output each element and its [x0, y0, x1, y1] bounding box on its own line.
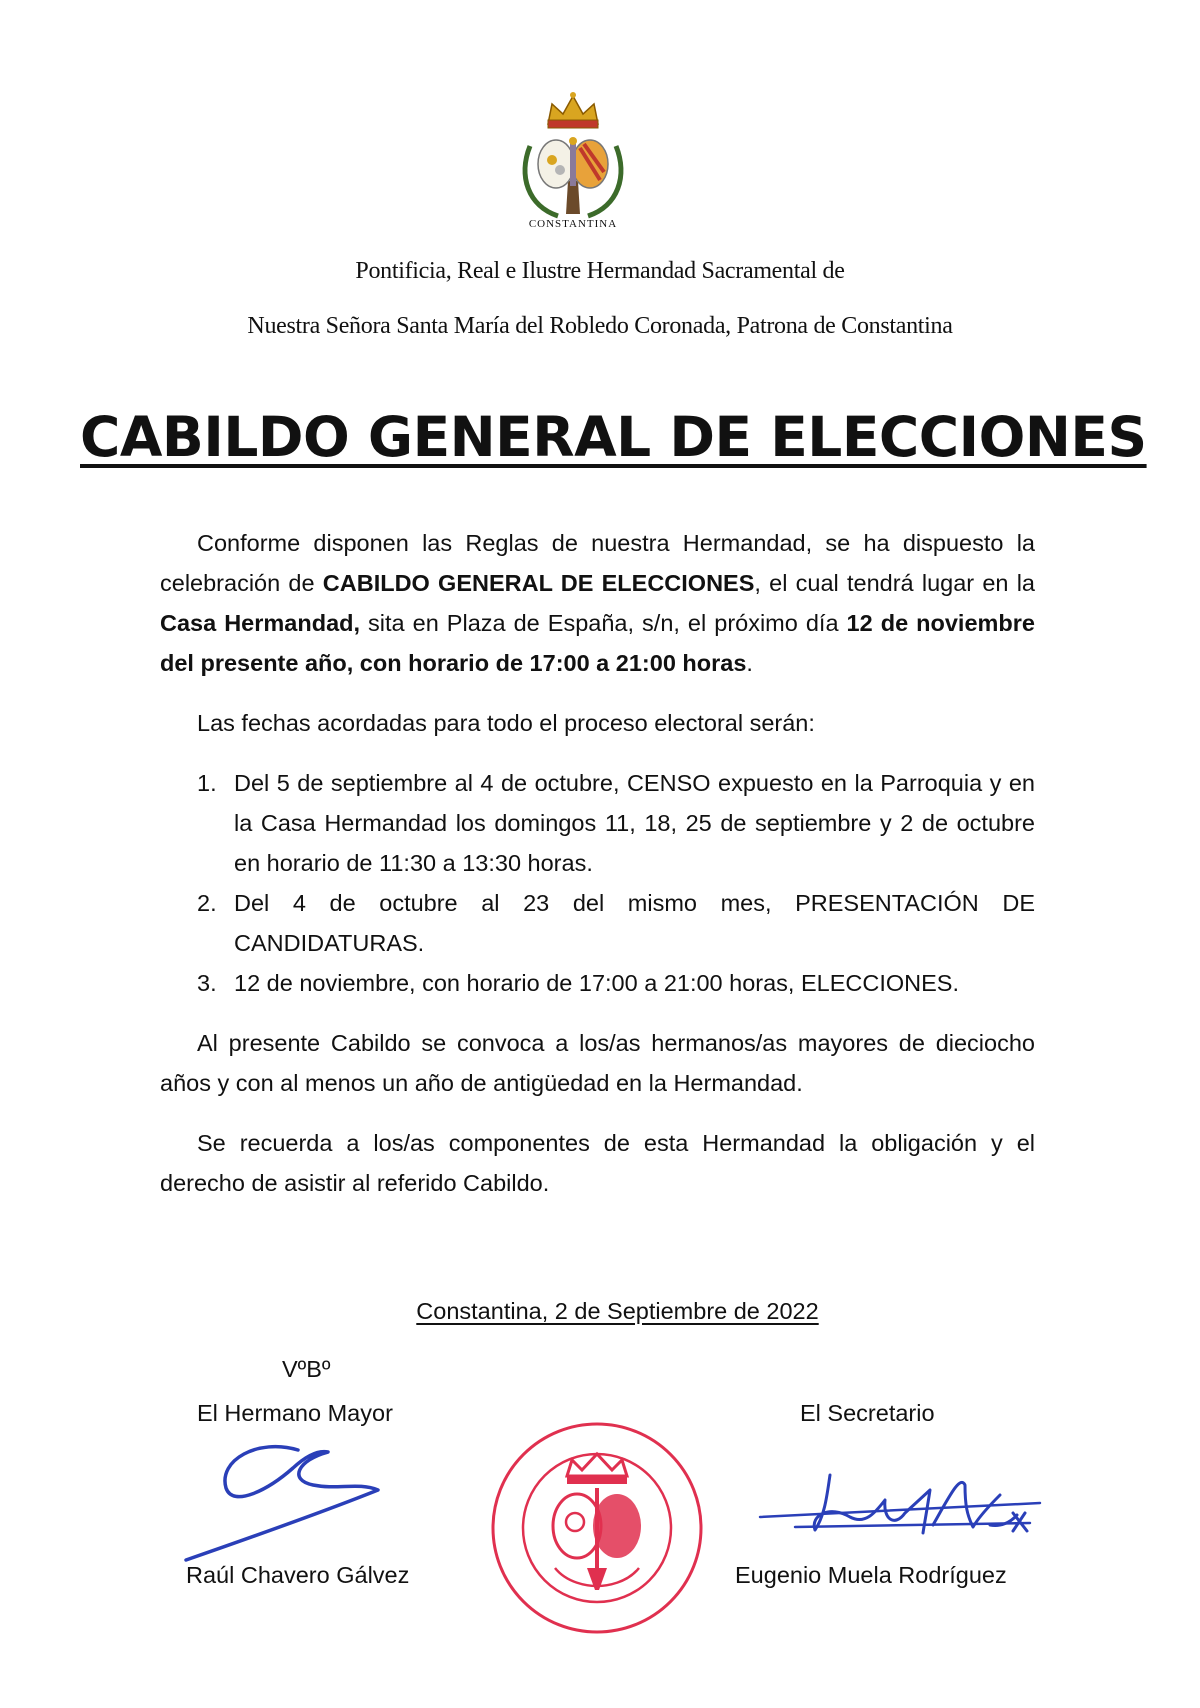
organization-name-line-1: Pontificia, Real e Ilustre Hermandad Sacramental de: [355, 258, 845, 284]
list-item-number: 3.: [197, 970, 217, 996]
list-item-number: 2.: [197, 890, 217, 916]
intro-text-3: sita en Plaza de España, s/n, el próximo día: [360, 610, 847, 636]
intro-bold-date: 12 de noviembre del presente año, con horario de 17:00 a 21:00 horas: [160, 610, 1035, 676]
secretario-name: Eugenio Muela Rodríguez: [735, 1562, 1007, 1588]
dates-intro-paragraph: Las fechas acordadas para todo el proceso electoral serán:: [197, 710, 815, 736]
list-item-text: Del 5 de septiembre al 4 de octubre, CENSO expuesto en la Parroquia y en la Casa Hermandad los domingos 11, 18, 25 de septiembre y 2 de octubre en horario de 11:30 a 13:30 horas.: [234, 770, 1035, 876]
hermandad-seal-stamp: [487, 1418, 707, 1638]
convocation-paragraph: Al presente Cabildo se convoca a los/as hermanos/as mayores de dieciocho años y con al menos un año de antigüedad en la Hermandad.: [160, 1030, 1035, 1096]
secretario-role: El Secretario: [800, 1400, 935, 1426]
organization-name-line-2: Nuestra Señora Santa María del Robledo Coronada, Patrona de Constantina: [247, 313, 953, 339]
list-item: [160, 763, 1035, 883]
list-item-number: 1.: [197, 770, 217, 796]
list-item: [160, 883, 1035, 963]
intro-text-1: Conforme disponen las Reglas de nuestra Hermandad, se ha dispuesto la celebración de: [160, 530, 1035, 596]
list-item-text: 12 de noviembre, con horario de 17:00 a 21:00 horas, ELECCIONES.: [234, 970, 960, 996]
crest-label: CONSTANTINA: [528, 218, 618, 230]
hermano-mayor-name: Raúl Chavero Gálvez: [186, 1562, 410, 1588]
list-item: [160, 963, 1035, 1003]
document-title: CABILDO GENERAL DE ELECCIONES: [80, 405, 1147, 469]
secretario-signature: [755, 1455, 1055, 1550]
hermano-mayor-signature: [178, 1430, 398, 1570]
document-date: Constantina, 2 de Septiembre de 2022: [416, 1298, 819, 1324]
list-item-text: Del 4 de octubre al 23 del mismo mes, PRESENTACIÓN DE CANDIDATURAS.: [234, 890, 1035, 956]
hermano-mayor-role: El Hermano Mayor: [197, 1400, 393, 1426]
intro-text-2: , el cual tendrá lugar en la: [754, 570, 1035, 596]
intro-paragraph: [160, 523, 1035, 683]
hermandad-crest-logo: [508, 86, 638, 236]
document-body: [160, 523, 1035, 1203]
intro-bold-cabildo: CABILDO GENERAL DE ELECCIONES: [322, 570, 755, 596]
vobo-label: VºBº: [282, 1356, 331, 1382]
reminder-paragraph: Se recuerda a los/as componentes de esta Hermandad la obligación y el derecho de asistir al referido Cabildo.: [160, 1130, 1035, 1196]
schedule-list: [160, 763, 1035, 1003]
intro-bold-casa: Casa Hermandad,: [160, 610, 361, 636]
intro-text-4: .: [746, 650, 753, 676]
